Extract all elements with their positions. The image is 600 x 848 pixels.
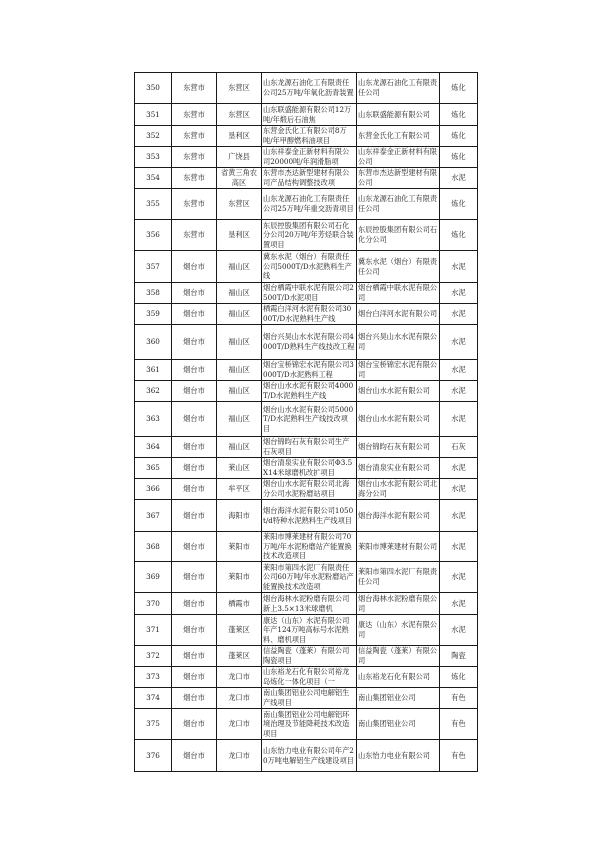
project-name-cell: 东辰控股集团有限公司石化分公司20万吨/年芳烃联合装置项目 <box>262 220 357 251</box>
district-cell: 海阳市 <box>217 500 262 532</box>
row-number: 361 <box>135 360 172 381</box>
city-cell: 东营市 <box>172 104 217 126</box>
project-name-cell: 康达（山东）水泥有限公司年产124万吨高标号水泥熟料、磨机项目 <box>262 615 357 646</box>
project-name-cell: 山东祥泰金正新材料有限公司20000吨/年润滑脂项 <box>262 147 357 168</box>
table-row <box>135 532 478 562</box>
industry-cell: 水泥 <box>440 532 478 562</box>
district-cell: 东营区 <box>217 104 262 126</box>
project-name-cell: 栖霞白洋河水泥有限公司3000T/D水泥熟料生产线 <box>262 304 357 325</box>
industry-cell: 陶瓷 <box>440 646 478 667</box>
industry-cell: 水泥 <box>440 360 478 381</box>
industry-cell: 炼化 <box>440 220 478 251</box>
industry-cell: 石灰 <box>440 437 478 458</box>
table-row <box>135 402 478 437</box>
district-cell: 蓬莱区 <box>217 646 262 667</box>
table-row <box>135 740 478 772</box>
industry-cell: 水泥 <box>440 168 478 189</box>
company-name-cell: 东营市杰达新型建材有限公司 <box>357 168 440 189</box>
district-cell: 福山区 <box>217 381 262 402</box>
company-name-cell: 烟台栖霞中联水泥有限公司 <box>357 283 440 304</box>
table-row <box>135 437 478 458</box>
row-number: 362 <box>135 381 172 402</box>
industry-cell: 有色 <box>440 740 478 772</box>
project-name-cell: 烟台山水水泥有限公司4000T/D水泥熟料生产线 <box>262 381 357 402</box>
city-cell: 东营市 <box>172 168 217 189</box>
city-cell: 烟台市 <box>172 500 217 532</box>
company-name-cell: 康达（山东）水泥有限公司 <box>357 615 440 646</box>
city-cell: 烟台市 <box>172 562 217 593</box>
company-name-cell: 烟台山水水泥有限公司 <box>357 402 440 437</box>
row-number: 353 <box>135 147 172 168</box>
row-number: 368 <box>135 532 172 562</box>
industry-cell: 炼化 <box>440 147 478 168</box>
project-name-cell: 东营市杰达新型建材有限公司产品结构调整技改项 <box>262 168 357 189</box>
district-cell: 福山区 <box>217 402 262 437</box>
project-name-cell: 冀东水泥（烟台）有限责任公司5000T/D水泥熟料生产线 <box>262 251 357 283</box>
district-cell: 省黄三角农高区 <box>217 168 262 189</box>
industry-cell: 水泥 <box>440 381 478 402</box>
city-cell: 烟台市 <box>172 402 217 437</box>
industry-cell: 水泥 <box>440 479 478 500</box>
project-name-cell: 烟台山水水泥有限公司北海分公司水泥粉磨站项目 <box>262 479 357 500</box>
table-row <box>135 458 478 479</box>
district-cell: 龙口市 <box>217 688 262 709</box>
row-number: 356 <box>135 220 172 251</box>
table-row <box>135 646 478 667</box>
district-cell: 莱山区 <box>217 458 262 479</box>
industry-cell: 炼化 <box>440 73 478 104</box>
table-row <box>135 615 478 646</box>
company-name-cell: 东营金氏化工有限公司 <box>357 126 440 147</box>
industry-cell: 炼化 <box>440 126 478 147</box>
company-name-cell: 烟台山水水泥有限公司北海分公司 <box>357 479 440 500</box>
industry-cell: 炼化 <box>440 104 478 126</box>
district-cell: 福山区 <box>217 325 262 360</box>
city-cell: 烟台市 <box>172 360 217 381</box>
row-number: 352 <box>135 126 172 147</box>
company-name-cell: 东辰控股集团有限公司石化分公司 <box>357 220 440 251</box>
table-row <box>135 325 478 360</box>
district-cell: 龙口市 <box>217 709 262 740</box>
table-row <box>135 220 478 251</box>
district-cell: 福山区 <box>217 360 262 381</box>
project-name-cell: 烟台宝桥锦宏水泥有限公司3000T/D水泥熟料工程 <box>262 360 357 381</box>
table-row <box>135 189 478 220</box>
project-name-cell: 烟台海洋水泥有限公司1050t/d特种水泥熟料生产线项目 <box>262 500 357 532</box>
district-cell: 栖霞市 <box>217 593 262 615</box>
project-name-cell: 烟台栖霞中联水泥有限公司2500T/D水泥项目 <box>262 283 357 304</box>
company-name-cell: 山东祥泰金正新材料有限公司 <box>357 147 440 168</box>
project-name-cell: 烟台锦昀石灰有限公司生产石灰项目 <box>262 437 357 458</box>
company-name-cell: 烟台白洋河水泥有限公司 <box>357 304 440 325</box>
table-row <box>135 688 478 709</box>
industry-cell: 水泥 <box>440 593 478 615</box>
city-cell: 烟台市 <box>172 740 217 772</box>
city-cell: 烟台市 <box>172 251 217 283</box>
row-number: 371 <box>135 615 172 646</box>
row-number: 372 <box>135 646 172 667</box>
table-row <box>135 251 478 283</box>
row-number: 359 <box>135 304 172 325</box>
row-number: 365 <box>135 458 172 479</box>
city-cell: 烟台市 <box>172 458 217 479</box>
city-cell: 烟台市 <box>172 479 217 500</box>
industry-cell: 炼化 <box>440 189 478 220</box>
table-row <box>135 360 478 381</box>
city-cell: 东营市 <box>172 147 217 168</box>
district-cell: 福山区 <box>217 251 262 283</box>
district-cell: 龙口市 <box>217 740 262 772</box>
company-name-cell: 信益陶瓷（蓬莱）有限公司 <box>357 646 440 667</box>
district-cell: 垦利区 <box>217 220 262 251</box>
industry-cell: 水泥 <box>440 458 478 479</box>
district-cell: 垦利区 <box>217 126 262 147</box>
industry-cell: 水泥 <box>440 500 478 532</box>
project-name-cell: 信益陶瓷（蓬莱）有限公司陶瓷项目 <box>262 646 357 667</box>
row-number: 376 <box>135 740 172 772</box>
city-cell: 东营市 <box>172 126 217 147</box>
company-name-cell: 烟台兴昊山水水泥有限公司 <box>357 325 440 360</box>
table-row <box>135 126 478 147</box>
city-cell: 烟台市 <box>172 615 217 646</box>
row-number: 358 <box>135 283 172 304</box>
table-row <box>135 593 478 615</box>
city-cell: 烟台市 <box>172 283 217 304</box>
table-row <box>135 73 478 104</box>
project-table-body <box>135 73 478 772</box>
industry-cell: 有色 <box>440 709 478 740</box>
district-cell: 牟平区 <box>217 479 262 500</box>
row-number: 370 <box>135 593 172 615</box>
company-name-cell: 烟台海洋水泥有限公司 <box>357 500 440 532</box>
city-cell: 烟台市 <box>172 593 217 615</box>
industry-cell: 水泥 <box>440 402 478 437</box>
industry-cell: 水泥 <box>440 304 478 325</box>
district-cell: 莱阳市 <box>217 562 262 593</box>
industry-cell: 水泥 <box>440 615 478 646</box>
company-name-cell: 山东怡力电业有限公司 <box>357 740 440 772</box>
city-cell: 烟台市 <box>172 325 217 360</box>
row-number: 366 <box>135 479 172 500</box>
district-cell: 福山区 <box>217 283 262 304</box>
project-name-cell: 烟台山水水泥有限公司5000T/D水泥熟料生产线技改项目 <box>262 402 357 437</box>
row-number: 360 <box>135 325 172 360</box>
row-number: 374 <box>135 688 172 709</box>
district-cell: 莱阳市 <box>217 532 262 562</box>
district-cell: 蓬莱区 <box>217 615 262 646</box>
table-row <box>135 562 478 593</box>
city-cell: 烟台市 <box>172 646 217 667</box>
project-name-cell: 烟台兴昊山水水泥有限公司4000T/D熟料生产线技改工程 <box>262 325 357 360</box>
row-number: 367 <box>135 500 172 532</box>
project-name-cell: 山东联盛能源有限公司12万吨/年煅后石油焦 <box>262 104 357 126</box>
city-cell: 东营市 <box>172 189 217 220</box>
industry-cell: 水泥 <box>440 251 478 283</box>
project-name-cell: 东营金氏化工有限公司8万吨/年甲醇燃料油项目 <box>262 126 357 147</box>
company-name-cell: 山东裕龙石化有限公司 <box>357 667 440 688</box>
table-row <box>135 479 478 500</box>
table-row <box>135 709 478 740</box>
table-row <box>135 304 478 325</box>
city-cell: 烟台市 <box>172 688 217 709</box>
company-name-cell: 南山集团铝业公司 <box>357 709 440 740</box>
row-number: 350 <box>135 73 172 104</box>
city-cell: 烟台市 <box>172 709 217 740</box>
table-row <box>135 500 478 532</box>
company-name-cell: 烟台海林水泥粉磨有限公司 <box>357 593 440 615</box>
city-cell: 烟台市 <box>172 381 217 402</box>
table-row <box>135 104 478 126</box>
table-row <box>135 381 478 402</box>
city-cell: 烟台市 <box>172 304 217 325</box>
row-number: 355 <box>135 189 172 220</box>
project-name-cell: 莱阳市第四水泥厂有限责任公司60万吨/年水泥粉磨站产能置换技术改造项 <box>262 562 357 593</box>
row-number: 364 <box>135 437 172 458</box>
city-cell: 烟台市 <box>172 437 217 458</box>
industry-cell: 水泥 <box>440 325 478 360</box>
project-name-cell: 莱阳市博莱建材有限公司70万吨/年水泥粉磨站产能置换技术改造项目 <box>262 532 357 562</box>
row-number: 354 <box>135 168 172 189</box>
city-cell: 东营市 <box>172 73 217 104</box>
table-row <box>135 283 478 304</box>
industry-cell: 水泥 <box>440 562 478 593</box>
row-number: 351 <box>135 104 172 126</box>
project-name-cell: 南山集团铝业公司电解铝生产线项目 <box>262 688 357 709</box>
project-name-cell: 烟台海林水泥粉磨有限公司新上3.5×13米球磨机 <box>262 593 357 615</box>
industry-cell: 水泥 <box>440 283 478 304</box>
project-name-cell: 山东龙源石油化工有限责任公司25万吨/年氧化沥青装置 <box>262 73 357 104</box>
table-row <box>135 147 478 168</box>
company-name-cell: 烟台宝桥锦宏水泥有限公司 <box>357 360 440 381</box>
project-name-cell: 山东怡力电业有限公司年产20万吨电解铝生产线建设项目 <box>262 740 357 772</box>
district-cell: 东营区 <box>217 189 262 220</box>
city-cell: 烟台市 <box>172 532 217 562</box>
row-number: 375 <box>135 709 172 740</box>
company-name-cell: 烟台清泉实业有限公司 <box>357 458 440 479</box>
table-row <box>135 667 478 688</box>
row-number: 369 <box>135 562 172 593</box>
row-number: 373 <box>135 667 172 688</box>
company-name-cell: 烟台锦昀石灰有限公司 <box>357 437 440 458</box>
district-cell: 龙口市 <box>217 667 262 688</box>
project-table <box>134 72 478 772</box>
district-cell: 福山区 <box>217 304 262 325</box>
table-row <box>135 168 478 189</box>
company-name-cell: 冀东水泥（烟台）有限责任公司 <box>357 251 440 283</box>
company-name-cell: 山东龙源石油化工有限责任公司 <box>357 73 440 104</box>
company-name-cell: 莱阳市第四水泥厂有限责任公司 <box>357 562 440 593</box>
industry-cell: 炼化 <box>440 667 478 688</box>
project-name-cell: 山东裕龙石化有限公司裕龙岛炼化一体化项目（一 <box>262 667 357 688</box>
city-cell: 烟台市 <box>172 667 217 688</box>
row-number: 363 <box>135 402 172 437</box>
district-cell: 东营区 <box>217 73 262 104</box>
project-name-cell: 南山集团铝业公司电解铝环境治理及节能降耗技术改造项目 <box>262 709 357 740</box>
company-name-cell: 烟台山水水泥有限公司 <box>357 381 440 402</box>
industry-cell: 有色 <box>440 688 478 709</box>
company-name-cell: 南山集团铝业公司 <box>357 688 440 709</box>
project-name-cell: 烟台清泉实业有限公司Φ3.5X14米球磨机改扩项目 <box>262 458 357 479</box>
company-name-cell: 山东联盛能源有限公司 <box>357 104 440 126</box>
district-cell: 广饶县 <box>217 147 262 168</box>
district-cell: 福山区 <box>217 437 262 458</box>
company-name-cell: 莱阳市博莱建材有限公司 <box>357 532 440 562</box>
company-name-cell: 山东龙源石油化工有限责任公司 <box>357 189 440 220</box>
row-number: 357 <box>135 251 172 283</box>
city-cell: 东营市 <box>172 220 217 251</box>
project-name-cell: 山东龙源石油化工有限责任公司25万吨/年重交沥青项目 <box>262 189 357 220</box>
